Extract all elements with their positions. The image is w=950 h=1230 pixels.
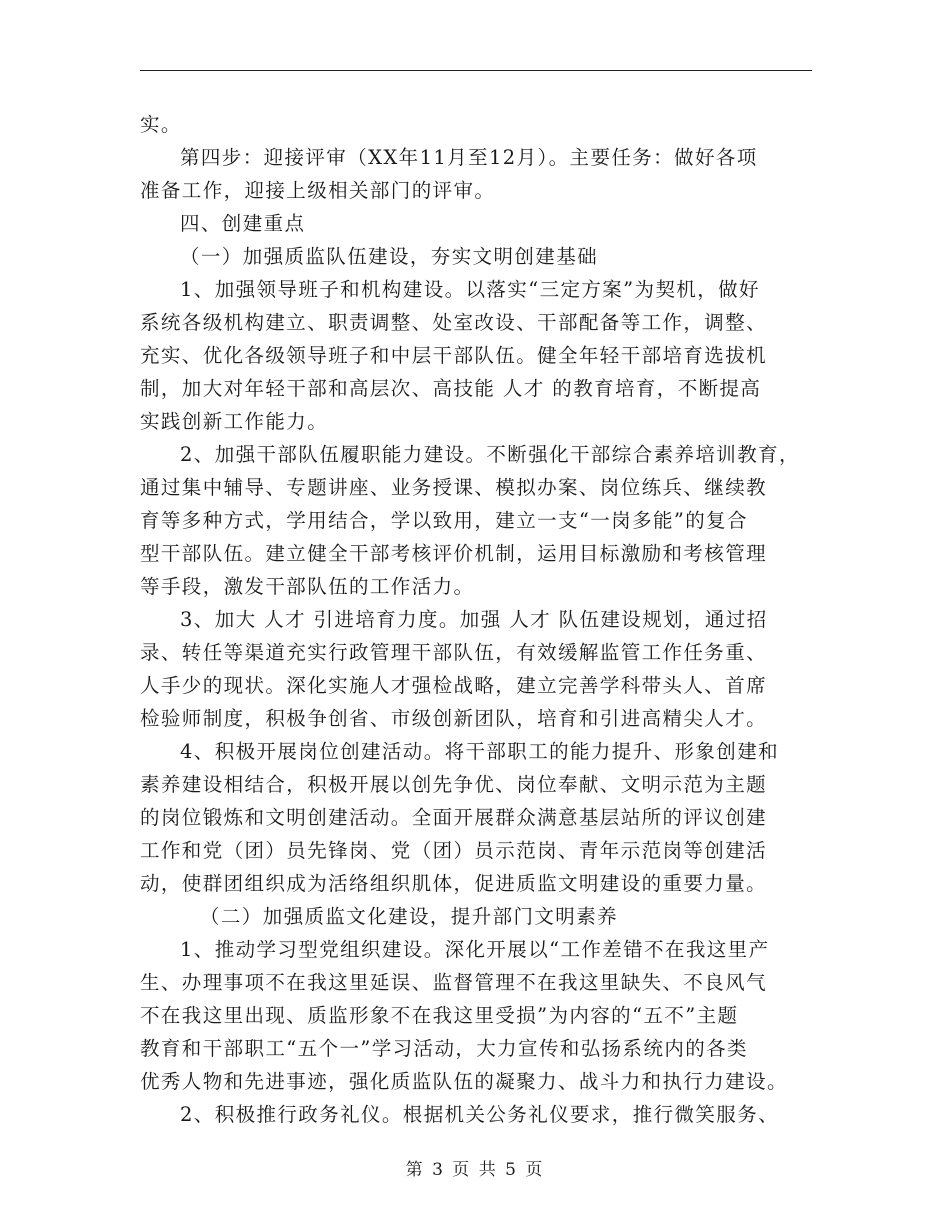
text-line: 等手段，激发干部队伍的工作活力。 bbox=[140, 575, 475, 598]
text-line: 2、加强干部队伍履职能力建设。不断强化干部综合素养培训教育， bbox=[180, 443, 800, 466]
text-line: 实践创新工作能力。 bbox=[140, 410, 329, 433]
text-line: 录、转任等渠道充实行政管理干部队伍，有效缓解监管工作任务重、 bbox=[140, 641, 768, 664]
text-line: 优秀人物和先进事迹，强化质监队伍的凝聚力、战斗力和执行力建设。 bbox=[140, 1070, 788, 1093]
text-line: 检验师制度，积极争创省、市级创新团队，培育和引进高精尖人才。 bbox=[140, 707, 768, 730]
text-line: 的岗位锻炼和文明创建活动。全面开展群众满意基层站所的评议创建 bbox=[140, 806, 768, 829]
text-line: 实。 bbox=[140, 113, 182, 136]
page-number-footer: 第 3 页 共 5 页 bbox=[405, 1160, 545, 1180]
text-line: 教育和干部职工“五个一”学习活动，大力宣传和弘扬系统内的各类 bbox=[140, 1037, 748, 1060]
header-rule bbox=[140, 70, 812, 71]
text-line: 工作和党（团）员先锋岗、党（团）员示范岗、青年示范岗等创建活 bbox=[140, 839, 768, 862]
text-line: 育等多种方式，学用结合，学以致用，建立一支“一岗多能”的复合 bbox=[140, 509, 748, 532]
document-body bbox=[140, 108, 830, 1131]
text-line: 不在我这里出现、质监形象不在我这里受损”为内容的“五不”主题 bbox=[140, 1004, 739, 1027]
text-line: 4、积极开展岗位创建活动。将干部职工的能力提升、形象创建和 bbox=[180, 740, 780, 763]
text-line: 1、加强领导班子和机构建设。以落实“三定方案”为契机，做好 bbox=[180, 278, 760, 301]
text-line: 第四步：迎接评审（XX年11月至12月）。主要任务：做好各项 bbox=[180, 146, 758, 169]
text-line: （一）加强质监队伍建设，夯实文明创建基础 bbox=[180, 245, 599, 268]
text-line: 充实、优化各级领导班子和中层干部队伍。健全年轻干部培育选拔机 bbox=[140, 344, 768, 367]
text-line: 素养建设相结合，积极开展以创先争优、岗位奉献、文明示范为主题 bbox=[140, 773, 768, 796]
text-line: 2、积极推行政务礼仪。根据机关公务礼仪要求，推行微笑服务、 bbox=[180, 1103, 780, 1126]
text-line: 四、创建重点 bbox=[180, 212, 306, 235]
text-line: 制，加大对年轻干部和高层次、高技能 人才 的教育培育，不断提高 bbox=[140, 377, 762, 400]
text-line: 系统各级机构建立、职责调整、处室改设、干部配备等工作，调整、 bbox=[140, 311, 768, 334]
text-line: （二）加强质监文化建设，提升部门文明素养 bbox=[200, 905, 619, 928]
text-line: 通过集中辅导、专题讲座、业务授课、模拟办案、岗位练兵、继续教 bbox=[140, 476, 768, 499]
text-line: 型干部队伍。建立健全干部考核评价机制，运用目标激励和考核管理 bbox=[140, 542, 768, 565]
text-line: 1、推动学习型党组织建设。深化开展以“工作差错不在我这里产 bbox=[180, 938, 770, 961]
text-line: 生、办理事项不在我这里延误、监督管理不在我这里缺失、不良风气 bbox=[140, 971, 768, 994]
text-line: 准备工作，迎接上级相关部门的评审。 bbox=[140, 179, 496, 202]
text-line: 3、加大 人才 引进培育力度。加强 人才 队伍建设规划，通过招 bbox=[180, 608, 768, 631]
text-line: 动，使群团组织成为活络组织肌体，促进质监文明建设的重要力量。 bbox=[140, 872, 768, 895]
text-line: 人手少的现状。深化实施人才强检战略，建立完善学科带头人、首席 bbox=[140, 674, 768, 697]
